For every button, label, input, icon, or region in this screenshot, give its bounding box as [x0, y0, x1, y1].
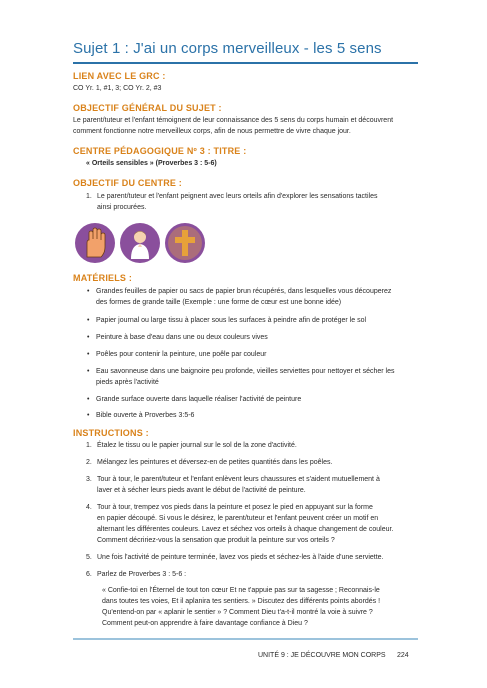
materiel-item: pieds après l'activité	[96, 379, 159, 386]
instruction-line: Tour à tour, trempez vos pieds dans la peinture et posez le pied en appuyant sur la forme	[97, 504, 373, 511]
objectif-general-heading: OBJECTIF GÉNÉRAL DU SUJET :	[73, 103, 222, 113]
materiel-item: Poêles pour contenir la peinture, une poêle par couleur	[96, 351, 267, 358]
bullet-dot: •	[87, 288, 90, 295]
footer-rule	[73, 638, 418, 640]
instruction-line: alternant les différentes couleurs. Lavez et séchez vos orteils à chaque changement de couleur.	[97, 526, 394, 533]
instruction-number: 6.	[86, 571, 92, 578]
materiel-item: Papier journal ou large tissu à placer sous les surfaces à peindre afin de protéger le sol	[96, 317, 367, 324]
instruction-number: 1.	[86, 442, 92, 449]
materiel-item: Eau savonneuse dans une baignoire peu profonde, vieilles serviettes pour nettoyer et sécher les	[96, 368, 395, 375]
quote-line: « Confie-toi en l'Éternel de tout ton cœur Et ne t'appuie pas sur ta sagesse ; Reconnais-le	[102, 587, 380, 594]
instruction-line: Tour à tour, le parent/tuteur et l'enfant enlèvent leurs chaussures et s'aident mutuellement à	[97, 476, 380, 483]
bullet-dot: •	[87, 334, 90, 341]
instruction-line: Parlez de Proverbes 3 : 5-6 :	[97, 571, 187, 578]
materiels-heading: MATÉRIELS :	[73, 273, 133, 283]
page-number: 224	[397, 652, 409, 659]
centre-title: « Orteils sensibles » (Proverbes 3 : 5-6)	[86, 160, 217, 167]
materiel-item: des formes de grande taille (Exemple : une forme de cœur est une bonne idée)	[96, 299, 342, 306]
instruction-line: Mélangez les peintures et déversez-en de petites quantités dans les poêles.	[97, 459, 333, 466]
cross-icon	[165, 223, 205, 263]
instruction-line: Une fois l'activité de peinture terminée, lavez vos pieds et séchez-les à l'aide d'une serviette.	[97, 554, 384, 561]
bullet-dot: •	[87, 412, 90, 419]
instruction-line: en papier découpé. Si vous le désirez, le parent/tuteur et l'enfant peuvent créer un motif en	[97, 515, 379, 522]
instruction-line: laver et à sécher leurs pieds avant le début de l'activité de peinture.	[97, 487, 306, 494]
materiel-item: Grande surface ouverte dans laquelle réaliser l'activité de peinture	[96, 396, 302, 403]
instruction-number: 4.	[86, 504, 92, 511]
materiel-item: Grandes feuilles de papier ou sacs de papier brun récupérés, dans lesquelles vous découperez	[96, 288, 392, 295]
materiel-item: Peinture à base d'eau dans une ou deux couleurs vives	[96, 334, 268, 341]
bullet-dot: •	[87, 317, 90, 324]
bullet-dot: •	[87, 368, 90, 375]
objectif-general-line: comment fonctionne notre merveilleux corps, afin de nous permettre de vivre chaque jour.	[73, 128, 351, 135]
lien-text: CO Yr. 1, #1, 3; CO Yr. 2, #3	[73, 85, 162, 92]
lien-heading: LIEN AVEC LE GRC :	[73, 71, 166, 81]
quote-line: Qu'entend-on par « aplanir le sentier » ? Comment Dieu t'a-t-il montré la voie à suivre ?	[102, 609, 373, 616]
objectif-centre-line: Le parent/tuteur et l'enfant peignent avec leurs orteils afin d'explorer les sensations tactiles	[97, 193, 378, 200]
objectif-centre-number: 1.	[86, 193, 92, 200]
instruction-line: Étalez le tissu ou le papier journal sur le sol de la zone d'activité.	[97, 442, 297, 449]
bullet-dot: •	[87, 351, 90, 358]
hand-icon	[75, 223, 115, 263]
instruction-number: 5.	[86, 554, 92, 561]
instructions-heading: INSTRUCTIONS :	[73, 428, 149, 438]
instruction-number: 3.	[86, 476, 92, 483]
praying-child-icon	[120, 223, 160, 263]
objectif-centre-heading: OBJECTIF DU CENTRE :	[73, 178, 183, 188]
instruction-line: Comment décririez-vous la sensation que produit la peinture sur vos orteils ?	[97, 537, 335, 544]
bullet-dot: •	[87, 396, 90, 403]
objectif-centre-line: ainsi procurées.	[97, 204, 147, 211]
quote-line: dans toutes tes voies, Et il aplanira tes sentiers. » Discutez des différents points abordés !	[102, 598, 381, 605]
quote-line: Comment peut-on apprendre à faire davantage confiance à Dieu ?	[102, 620, 308, 627]
footer-unit: UNITÉ 9 : JE DÉCOUVRE MON CORPS	[258, 652, 386, 659]
page-title: Sujet 1 : J'ai un corps merveilleux - les 5 sens	[73, 40, 382, 57]
instruction-number: 2.	[86, 459, 92, 466]
title-rule	[73, 62, 418, 64]
materiel-item: Bible ouverte à Proverbes 3:5-6	[96, 412, 195, 419]
objectif-general-line: Le parent/tuteur et l'enfant témoignent de leur connaissance des 5 sens du corps humain et découvrent	[73, 117, 394, 124]
centre-heading: CENTRE PÉDAGOGIQUE Nº 3 : TITRE :	[73, 146, 247, 156]
